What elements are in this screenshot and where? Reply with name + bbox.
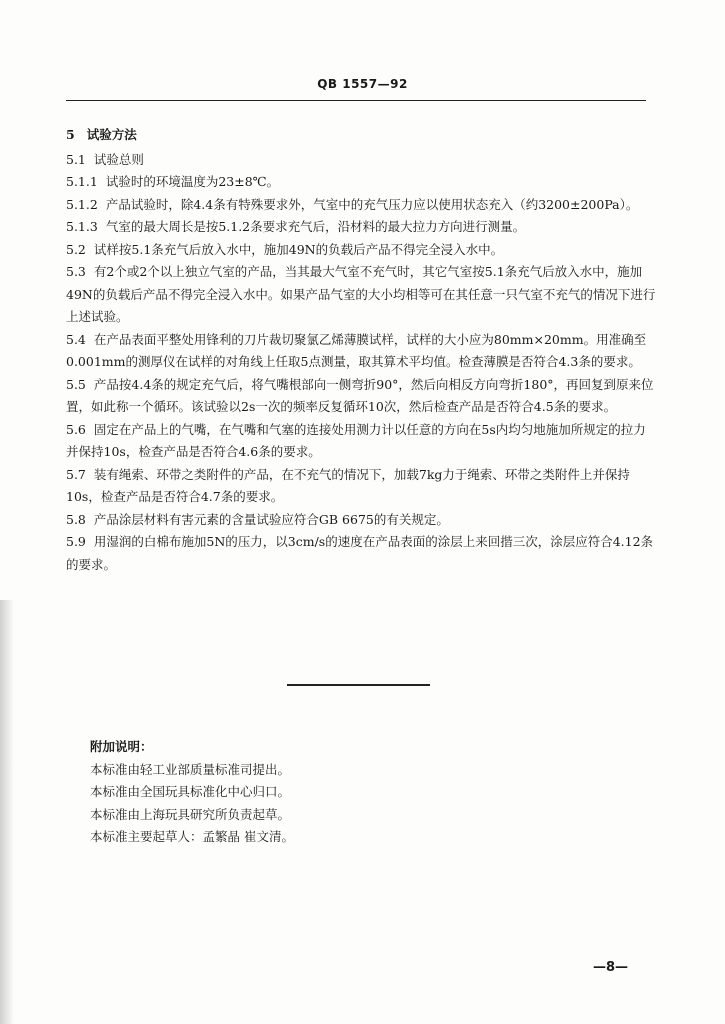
clause-text: 产品涂层材料有害元素的含量试验应符合GB 6675的有关规定。 bbox=[93, 511, 449, 527]
clause-number: 5.1.1 bbox=[66, 174, 98, 189]
clause-number: 5.9 bbox=[66, 534, 86, 549]
standard-code-header: QB 1557—92 bbox=[317, 77, 408, 91]
clause-5-4 bbox=[66, 329, 656, 374]
clause-text: 试验时的环境温度为23±8℃。 bbox=[105, 174, 280, 189]
clause-text: 有2个或2个以上独立气室的产品，当其最大气室不充气时，其它气室按5.1条充气后放入水中，施加49N的负载后产品不得完全浸入水中。如果产品气室的大小均相等可在其任意一只气室不充气的情况下进行上述试验。 bbox=[66, 264, 656, 324]
clause-5-1-1 bbox=[66, 171, 656, 194]
clause-5-1-2 bbox=[66, 194, 656, 217]
section-title: 试验方法 bbox=[86, 127, 137, 142]
main-body bbox=[66, 124, 656, 576]
clause-5-7 bbox=[66, 464, 656, 509]
clause-text: 产品试验时，除4.4条有特殊要求外，气室中的充气压力应以使用状态充入（约3200±200Pa）。 bbox=[105, 196, 639, 212]
clause-number: 5.8 bbox=[66, 511, 86, 527]
clause-5-1-3 bbox=[66, 216, 656, 239]
addendum-line: 本标准主要起草人：孟繁晶 崔文清。 bbox=[90, 829, 294, 844]
addendum-line: 本标准由轻工业部质量标准司提出。 bbox=[90, 761, 291, 777]
clause-number: 5.1.3 bbox=[66, 219, 98, 234]
clause-text: 固定在产品上的气嘴，在气嘴和气塞的连接处用测力计以任意的方向在5s内均匀地施加所规定的拉力并保持10s，检查产品是否符合4.6条的要求。 bbox=[66, 421, 646, 459]
header-rule bbox=[66, 100, 646, 101]
clause-text: 气室的最大周长是按5.1.2条要求充气后，沿材料的最大拉力方向进行测量。 bbox=[105, 219, 526, 234]
clause-number: 5.6 bbox=[66, 421, 86, 437]
clause-text: 用湿润的白棉布施加5N的压力，以3cm/s的速度在产品表面的涂层上来回揩三次，涂层应符合4.12条的要求。 bbox=[66, 534, 654, 572]
addendum-line: 本标准由上海玩具研究所负责起草。 bbox=[90, 806, 291, 822]
section-number: 5 bbox=[66, 127, 75, 142]
scan-edge-shadow bbox=[0, 600, 14, 1024]
clause-text: 试样按5.1条充气后放入水中，施加49N的负载后产品不得完全浸入水中。 bbox=[93, 241, 504, 257]
clause-text: 装有绳索、环带之类附件的产品，在不充气的情况下，加载7kg力于绳索、环带之类附件上并保持10s，检查产品是否符合4.7条的要求。 bbox=[66, 466, 630, 504]
clause-5-3 bbox=[66, 261, 656, 329]
clause-number: 5.2 bbox=[66, 241, 86, 257]
clause-5-2 bbox=[66, 239, 656, 262]
addendum-line: 本标准由全国玩具标准化中心归口。 bbox=[90, 784, 291, 799]
clause-5-8 bbox=[66, 509, 656, 532]
clause-text: 产品按4.4条的规定充气后，将气嘴根部向一侧弯折90°，然后向相反方向弯折180°，再回复到原来位置，如此称一个循环。该试验以2s一次的频率反复循环10次，然后检查产品是否符合4.5条的要求。 bbox=[66, 376, 654, 414]
clause-5-9 bbox=[66, 531, 656, 576]
clause-5-5 bbox=[66, 374, 656, 419]
clause-number: 5.5 bbox=[66, 376, 86, 392]
clause-5-6 bbox=[66, 419, 656, 464]
page-number: —8— bbox=[593, 960, 629, 975]
clause-number: 5.4 bbox=[66, 331, 86, 347]
clause-number: 5.1 bbox=[66, 151, 86, 167]
addendum-title: 附加说明： bbox=[90, 739, 153, 754]
clause-number: 5.1.2 bbox=[66, 196, 98, 212]
clause-5-1 bbox=[66, 149, 656, 172]
addendum bbox=[90, 736, 294, 849]
clause-number: 5.7 bbox=[66, 466, 86, 482]
clause-text: 在产品表面平整处用锋利的刀片裁切聚氯乙烯薄膜试样，试样的大小应为80mm×20mm。用准确至0.001mm的测厚仪在试样的对角线上任取5点测量，取其算术平均值。检查薄膜是否符合4.3条的要求。 bbox=[66, 331, 647, 369]
end-of-text-rule bbox=[287, 684, 430, 686]
clause-text: 试验总则 bbox=[93, 151, 144, 167]
section-heading bbox=[66, 124, 656, 147]
clause-number: 5.3 bbox=[66, 264, 86, 279]
